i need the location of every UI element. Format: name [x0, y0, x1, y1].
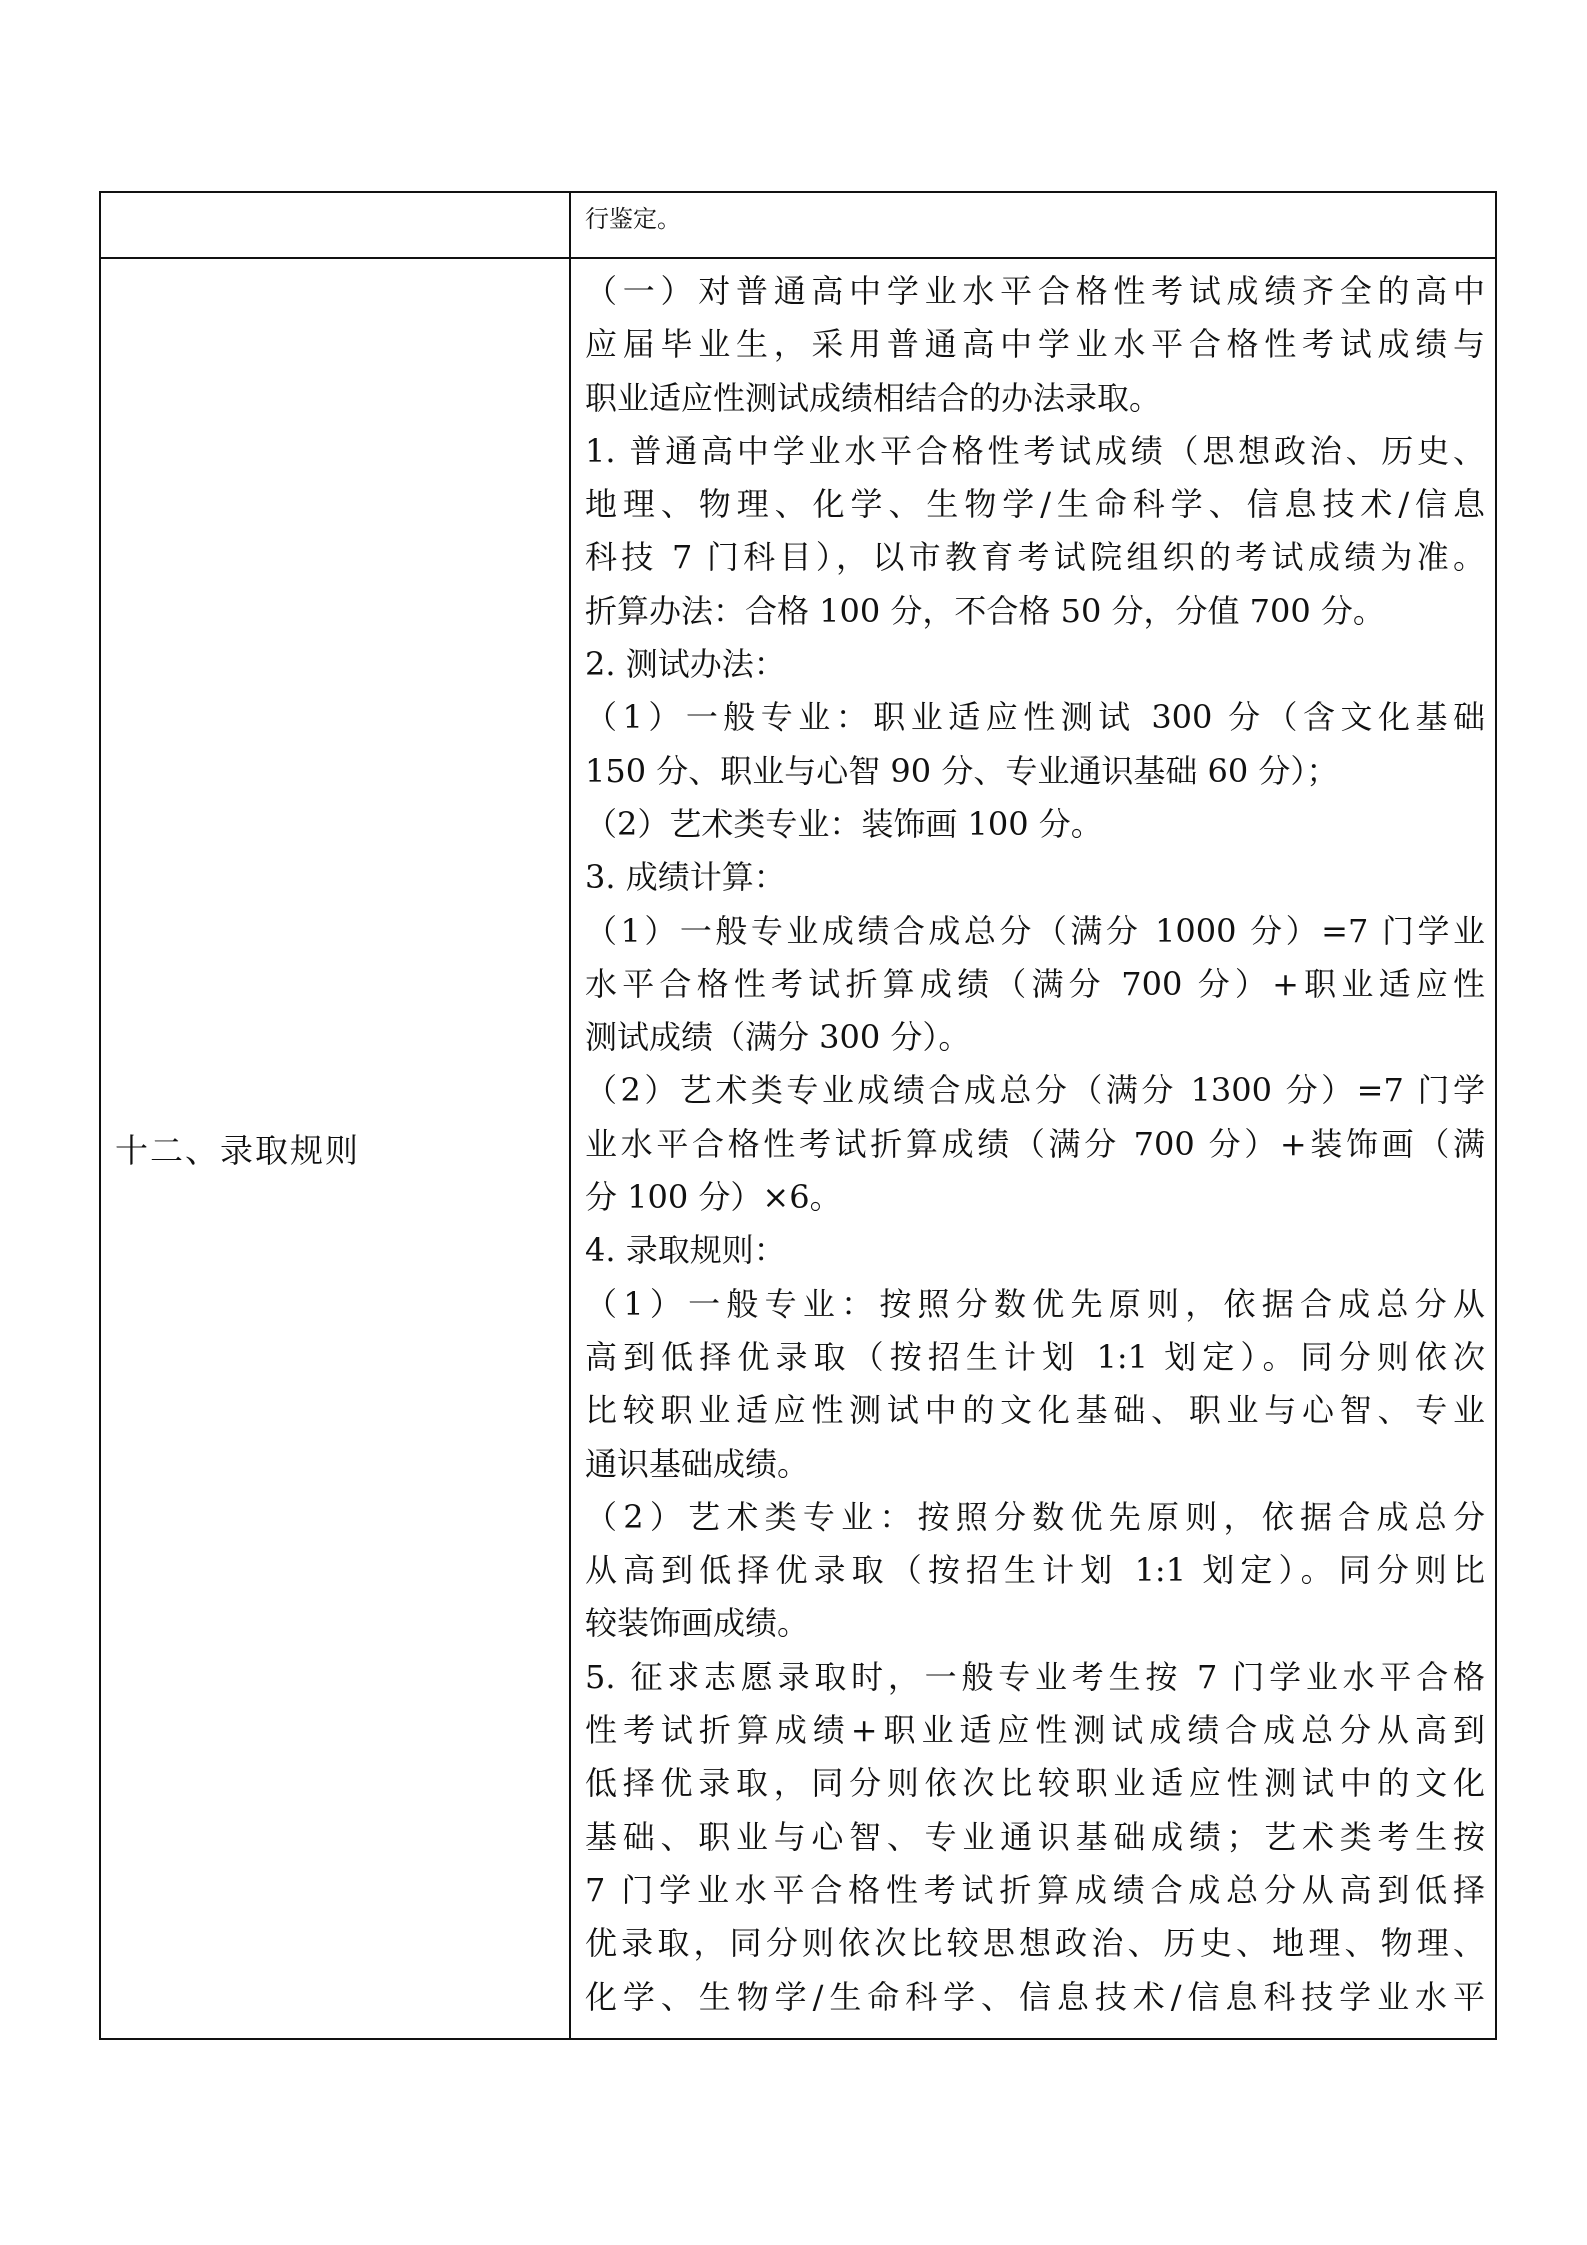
text-line: 地理、物理、化学、生物学/生命科学、信息技术/信息: [585, 485, 1485, 524]
text-line: 3. 成绩计算：: [585, 858, 786, 897]
text-line: 测试成绩（满分 300 分）。: [585, 1018, 971, 1057]
text-line: 优录取，同分则依次比较思想政治、历史、地理、物理、: [585, 1924, 1485, 1963]
text-line: 从高到低择优录取（按招生计划 1:1 划定）。同分则比: [585, 1551, 1485, 1590]
text-line: 低择优录取，同分则依次比较职业适应性测试中的文化: [585, 1764, 1485, 1803]
text-line: 水平合格性考试折算成绩（满分 700 分）+职业适应性: [585, 964, 1485, 1003]
table-row-admission-rules: [100, 258, 1496, 2039]
text-line: 折算办法：合格 100 分，不合格 50 分，分值 700 分。: [585, 591, 1385, 630]
text-line: （1）一般专业：按照分数优先原则，依据合成总分从: [585, 1284, 1485, 1323]
text-line: 7 门学业水平合格性考试折算成绩合成总分从高到低择: [585, 1870, 1485, 1909]
text-line: 5. 征求志愿录取时，一般专业考生按 7 门学业水平合格: [585, 1657, 1485, 1696]
text-line: 比较职业适应性测试中的文化基础、职业与心智、专业: [585, 1391, 1485, 1430]
text-line: 职业适应性测试成绩相结合的办法录取。: [585, 378, 1162, 417]
text-line: 2. 测试办法：: [585, 645, 786, 684]
text-line: （2）艺术类专业成绩合成总分（满分 1300 分）=7 门学: [585, 1071, 1485, 1110]
text-line: （1）一般专业：职业适应性测试 300 分（含文化基础: [585, 698, 1485, 737]
text-line: 分 100 分）×6。: [585, 1178, 842, 1217]
text-line: 应届毕业生，采用普通高中学业水平合格性考试成绩与: [585, 325, 1485, 364]
text-line: 性考试折算成绩+职业适应性测试成绩合成总分从高到: [585, 1711, 1485, 1750]
table-row-continuation: [100, 192, 1496, 258]
text-line: 业水平合格性考试折算成绩（满分 700 分）+装饰画（满: [585, 1124, 1485, 1163]
text-line: 科技 7 门科目），以市教育考试院组织的考试成绩为准。: [585, 538, 1485, 577]
text-line: 高到低择优录取（按招生计划 1:1 划定）。同分则依次: [585, 1337, 1485, 1376]
empty-cell: [100, 192, 570, 258]
text-line: （2）艺术类专业：按照分数优先原则，依据合成总分: [585, 1497, 1485, 1536]
text-line: 1. 普通高中学业水平合格性考试成绩（思想政治、历史、: [585, 431, 1485, 470]
text-line: （1）一般专业成绩合成总分（满分 1000 分）=7 门学业: [585, 911, 1485, 950]
text-line: （一）对普通高中学业水平合格性考试成绩齐全的高中: [585, 272, 1485, 310]
text-line: 通识基础成绩。: [585, 1444, 810, 1483]
rules-table: [99, 191, 1497, 2040]
text-line: 较装饰画成绩。: [585, 1604, 810, 1643]
text-line: 基础、职业与心智、专业通识基础成绩；艺术类考生按: [585, 1817, 1485, 1856]
text-line: 化学、生物学/生命科学、信息技术/信息科技学业水平: [585, 1977, 1485, 2016]
rules-content: [570, 258, 1496, 2039]
text-line: （2）艺术类专业：装饰画 100 分。: [585, 804, 1103, 843]
section-title: 十二、录取规则: [100, 258, 570, 2039]
text-line: 4. 录取规则：: [585, 1231, 786, 1270]
text-line: 150 分、职业与心智 90 分、专业通识基础 60 分）；: [585, 751, 1339, 790]
continuation-text: 行鉴定。: [570, 192, 1496, 258]
